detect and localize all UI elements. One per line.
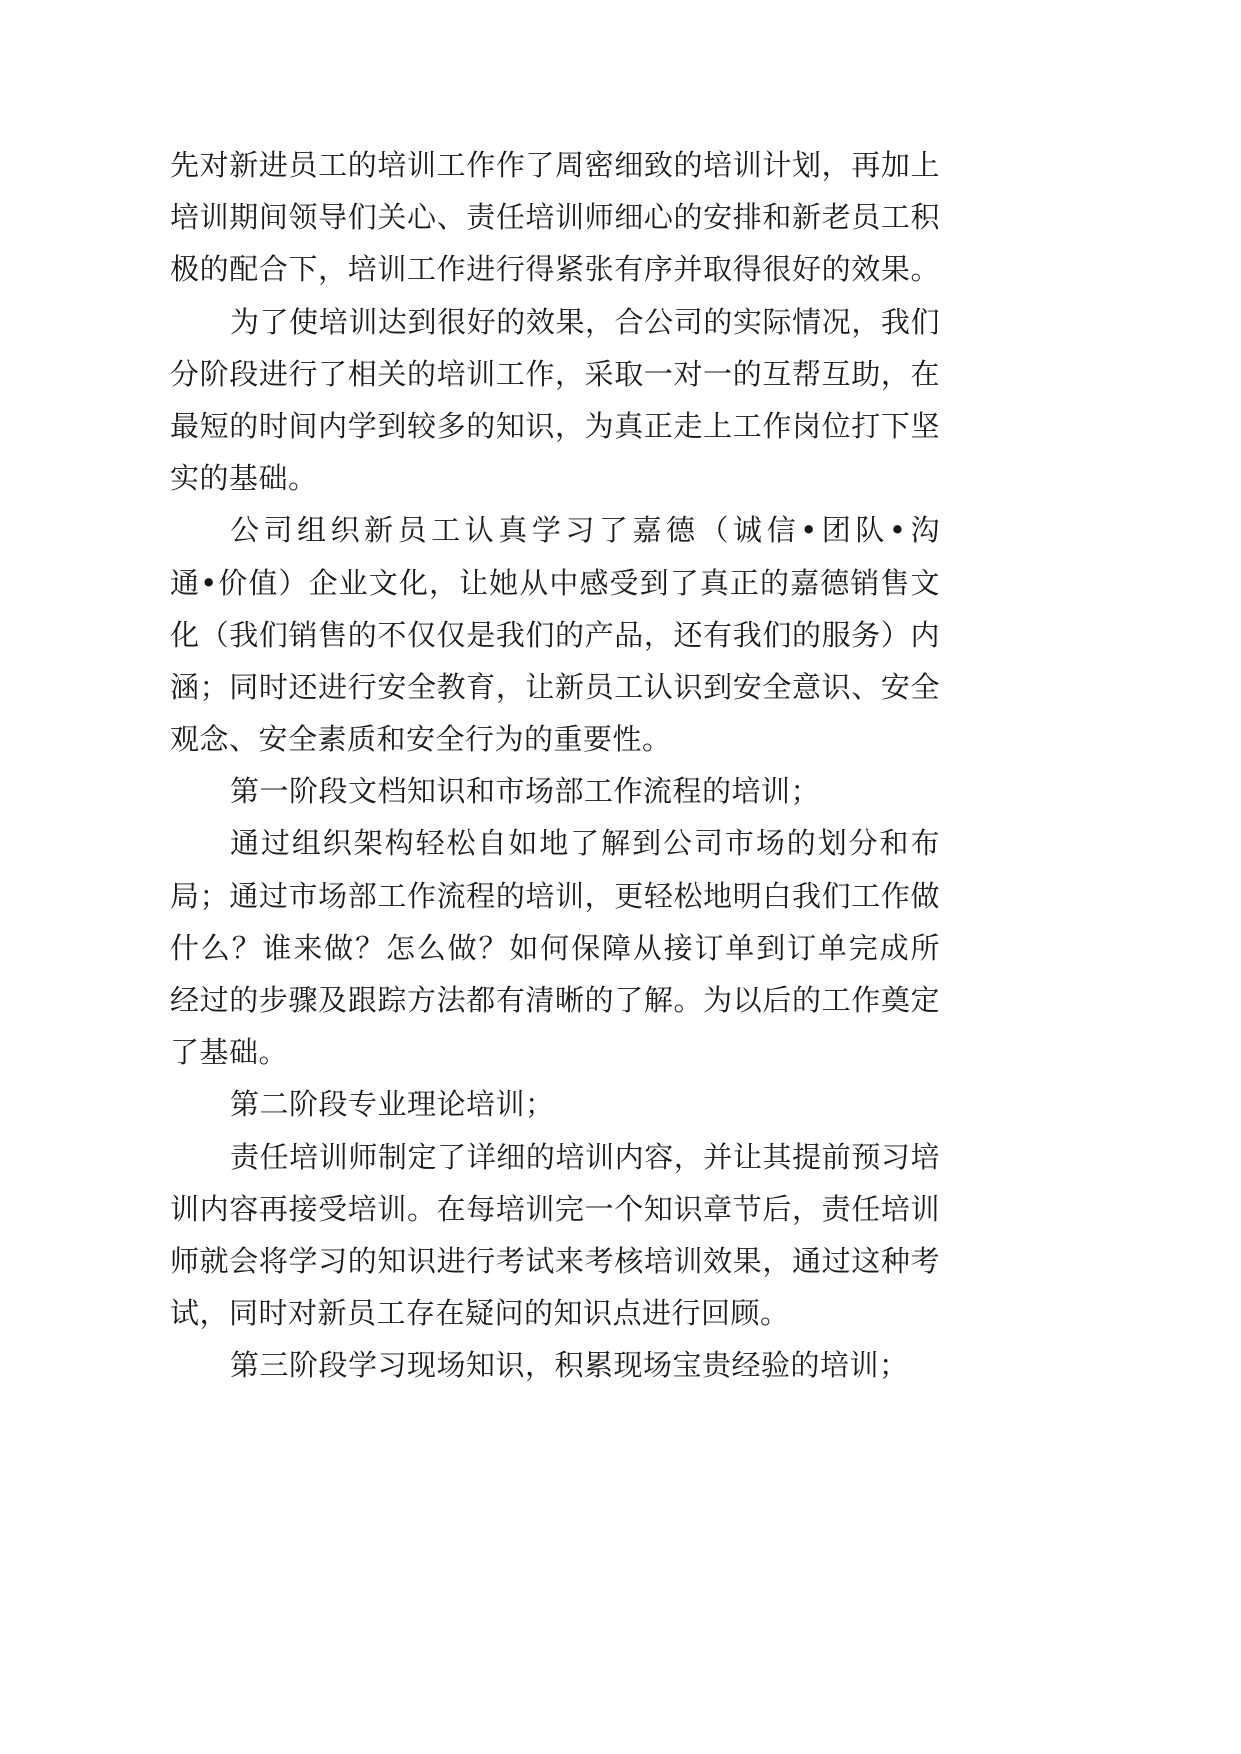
text-line: 培训期间领导们关心、责任培训师细心的安排和新老员工积 [170,200,940,235]
document-body [170,139,940,1392]
text-line: 经过的步骤及跟踪方法都有清晰的了解。为以后的工作奠定 [170,983,940,1017]
section-heading [170,1339,940,1391]
paragraph [170,817,940,1078]
text-line: 观念、安全素质和安全行为的重要性。 [170,722,672,757]
text-line: 第一阶段文档知识和市场部工作流程的培训； [230,774,821,809]
paragraph [170,139,940,296]
text-line: 为了使培训达到很好的效果，合公司的实际情况，我们 [230,304,940,339]
section-heading [170,765,940,817]
text-line: 涵；同时还进行安全教育，让新员工认识到安全意识、安全 [170,669,940,704]
text-line: 第三阶段学习现场知识，积累现场宝贵经验的培训； [230,1348,909,1383]
text-line: 实的基础。 [170,461,318,496]
text-line: 第二阶段专业理论培训； [230,1087,555,1122]
text-line: 通过组织架构轻松自如地了解到公司市场的划分和布 [230,826,940,861]
text-line: 先对新进员工的培训工作作了周密细致的培训计划，再加上 [170,148,940,182]
text-line: 责任培训师制定了详细的培训内容，并让其提前预习培 [230,1139,940,1174]
paragraph [170,504,940,765]
text-line: 极的配合下，培训工作进行得紧张有序并取得很好的效果。 [170,252,940,287]
paragraph [170,296,940,505]
text-line: 局；通过市场部工作流程的培训，更轻松地明白我们工作做 [170,878,940,913]
text-line: 了基础。 [170,1035,289,1070]
section-heading [170,1078,940,1130]
text-line: 最短的时间内学到较多的知识，为真正走上工作岗位打下坚 [170,408,940,443]
text-line: 化（我们销售的不仅仅是我们的产品，还有我们的服务）内 [170,617,940,652]
text-line: 什么？谁来做？怎么做？如何保障从接订单到订单完成所 [170,930,940,965]
text-line: 训内容再接受培训。在每培训完一个知识章节后，责任培训 [170,1191,940,1226]
text-line: 公司组织新员工认真学习了嘉德（诚信•团队•沟 [230,513,940,548]
text-line: 分阶段进行了相关的培训工作，采取一对一的互帮互助，在 [170,356,940,391]
text-line: 试，同时对新员工存在疑问的知识点进行回顾。 [170,1296,790,1331]
text-line: 通•价值）企业文化，让她从中感受到了真正的嘉德销售文 [170,565,940,600]
paragraph [170,1131,940,1340]
text-line: 师就会将学习的知识进行考试来考核培训效果，通过这种考 [170,1243,940,1278]
